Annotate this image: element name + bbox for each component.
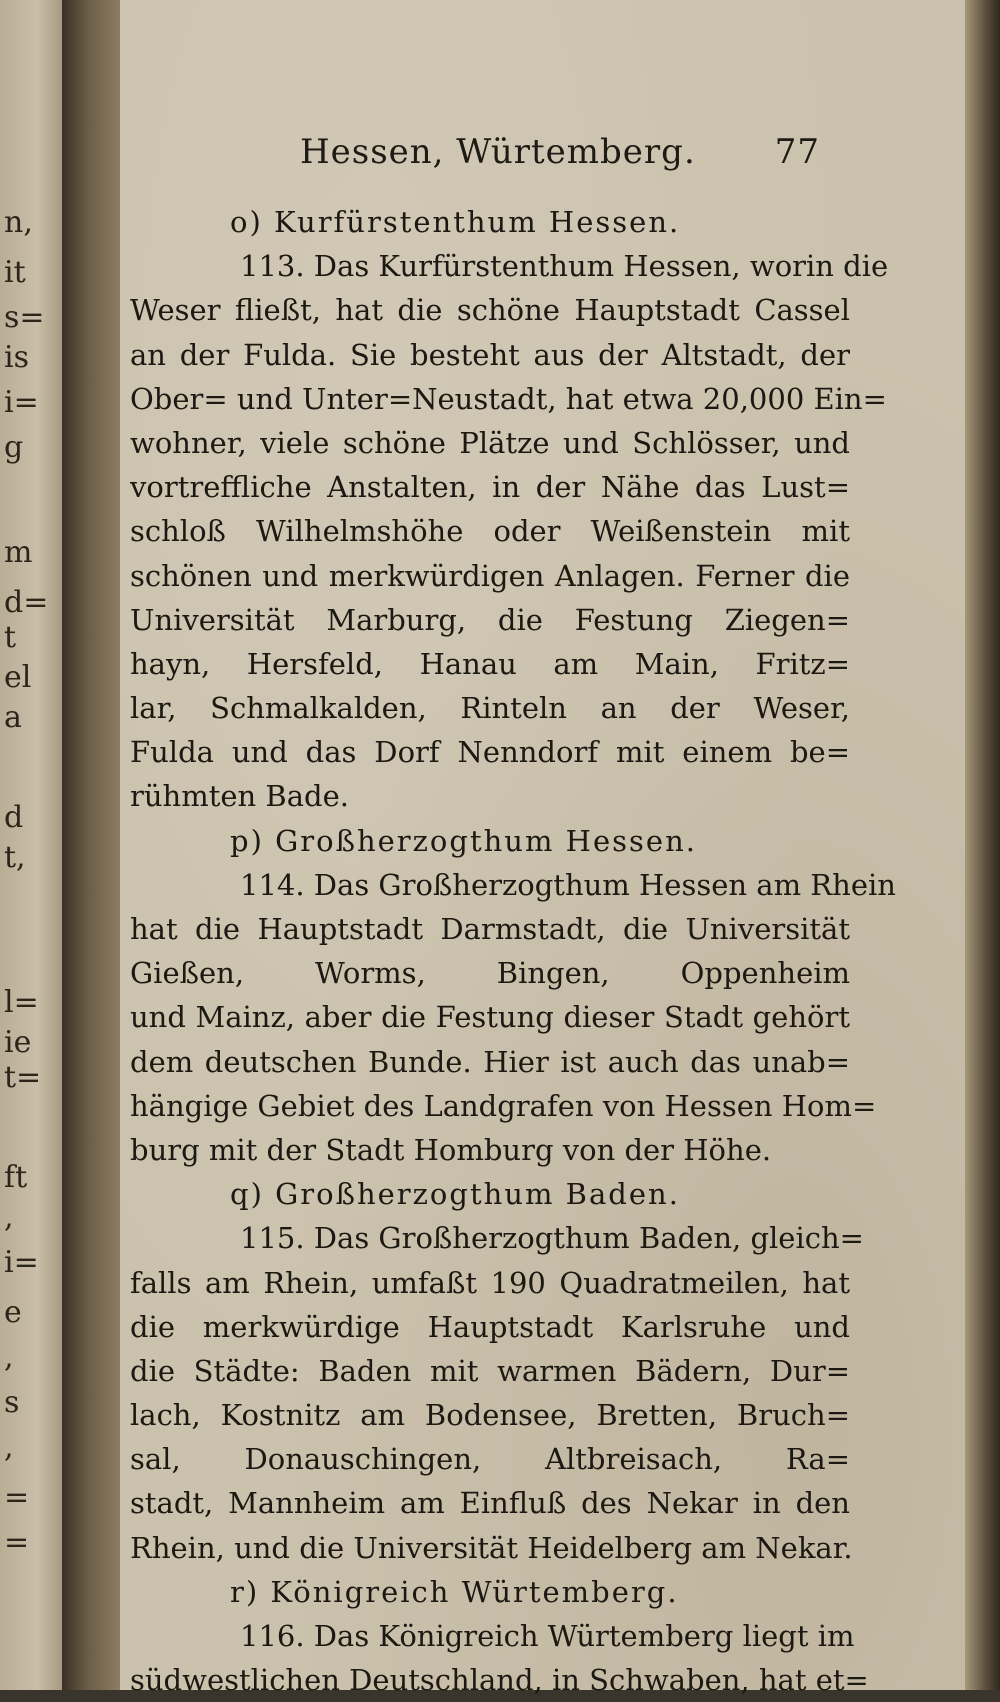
previous-page-fragment: i= (4, 385, 39, 420)
previous-page-fragment: a (4, 700, 22, 735)
text-line: an der Fulda. Sie besteht aus der Altstadt, der (130, 337, 850, 372)
previous-page-fragment: t= (4, 1060, 42, 1095)
previous-page-fragment: n, (4, 205, 33, 240)
text-line: Weser fließt, hat die schöne Hauptstadt Cassel (130, 293, 850, 328)
page-edge-shadow (965, 0, 1000, 1690)
text-line: lar, Schmalkalden, Rinteln an der Weser, (130, 691, 850, 726)
text-line: wohner, viele schöne Plätze und Schlösser, und (130, 425, 850, 460)
previous-page-fragment: g (4, 430, 24, 465)
text-line: hat die Hauptstadt Darmstadt, die Universität (130, 912, 850, 946)
text-line: stadt, Mannheim am Einfluß des Nekar in den (130, 1486, 850, 1521)
text-line: rühmten Bade. (130, 779, 349, 814)
previous-page-fragment: el (4, 660, 32, 695)
previous-page-fragment: ft (4, 1160, 28, 1195)
text-line: Gießen, Worms, Bingen, Oppenheim (130, 956, 850, 991)
previous-page-fragment: , (4, 1200, 14, 1235)
text-line: vortreffliche Anstalten, in der Nähe das Lust= (130, 470, 850, 505)
text-line: falls am Rhein, umfaßt 190 Quadratmeilen, hat (130, 1265, 850, 1300)
text-line: 113. Das Kurfürstenthum Hessen, worin die (240, 249, 889, 284)
previous-page-fragment: d= (4, 585, 49, 620)
previous-page-fragment: s= (4, 300, 45, 335)
book-gutter (62, 0, 120, 1690)
header-title: Hessen, Würtemberg. (300, 132, 696, 172)
previous-page-fragment: l= (4, 985, 39, 1020)
text-line: hayn, Hersfeld, Hanau am Main, Fritz= (130, 646, 850, 681)
text-line: lach, Kostnitz am Bodensee, Bretten, Bruch= (130, 1398, 850, 1433)
text-line: sal, Donauschingen, Altbreisach, Ra= (130, 1442, 850, 1477)
text-line: schloß Wilhelmshöhe oder Weißenstein mit (130, 514, 850, 549)
text-line: die merkwürdige Hauptstadt Karlsruhe und (130, 1309, 850, 1344)
previous-page-fragment: = (4, 1480, 30, 1515)
previous-page-fragment: e (4, 1295, 22, 1330)
text-line: südwestlichen Deutschland, in Schwaben, hat et= (130, 1663, 869, 1698)
text-line: 114. Das Großherzogthum Hessen am Rhein (240, 867, 896, 902)
text-line: Ober= und Unter=Neustadt, hat etwa 20,000 Ein= (130, 381, 887, 416)
body-text (130, 200, 896, 1702)
section-heading: q) Großherzogthum Baden. (230, 1177, 680, 1212)
section-heading: r) Königreich Würtemberg. (230, 1574, 679, 1609)
previous-page-edge (0, 0, 62, 1690)
text-line: 115. Das Großherzogthum Baden, gleich= (240, 1221, 864, 1256)
previous-page-fragment: i= (4, 1245, 39, 1280)
text-line: und Mainz, aber die Festung dieser Stadt gehört (130, 1000, 850, 1035)
text-line: dem deutschen Bunde. Hier ist auch das unab= (130, 1044, 850, 1079)
previous-page-fragment: t (4, 620, 17, 655)
text-line: 116. Das Königreich Würtemberg liegt im (240, 1619, 855, 1653)
section-heading: o) Kurfürstenthum Hessen. (230, 205, 681, 239)
text-line: burg mit der Stadt Homburg von der Höhe. (130, 1132, 772, 1167)
previous-page-fragment: ie (4, 1025, 32, 1060)
page-number: 77 (774, 132, 820, 172)
previous-page-fragment: t, (4, 840, 26, 875)
text-line: Rhein, und die Universität Heidelberg am Nekar. (130, 1530, 853, 1565)
previous-page-fragment: , (4, 1340, 14, 1375)
text-line: die Städte: Baden mit warmen Bädern, Dur= (130, 1353, 850, 1388)
previous-page-fragment: = (4, 1525, 30, 1560)
previous-page-fragment: s (4, 1385, 20, 1420)
text-line: Universität Marburg, die Festung Ziegen= (130, 602, 850, 637)
previous-page-fragment: d (4, 800, 24, 835)
previous-page-fragment: it (4, 255, 26, 290)
text-line: Fulda und das Dorf Nenndorf mit einem be= (130, 735, 850, 770)
section-heading: p) Großherzogthum Hessen. (230, 823, 697, 858)
previous-page-fragment: , (4, 1430, 14, 1465)
previous-page-fragment: m (4, 535, 33, 570)
text-line: hängige Gebiet des Landgrafen von Hessen Hom= (130, 1088, 877, 1123)
text-line: schönen und merkwürdigen Anlagen. Ferner die (130, 558, 850, 593)
previous-page-fragment: is (4, 340, 29, 375)
